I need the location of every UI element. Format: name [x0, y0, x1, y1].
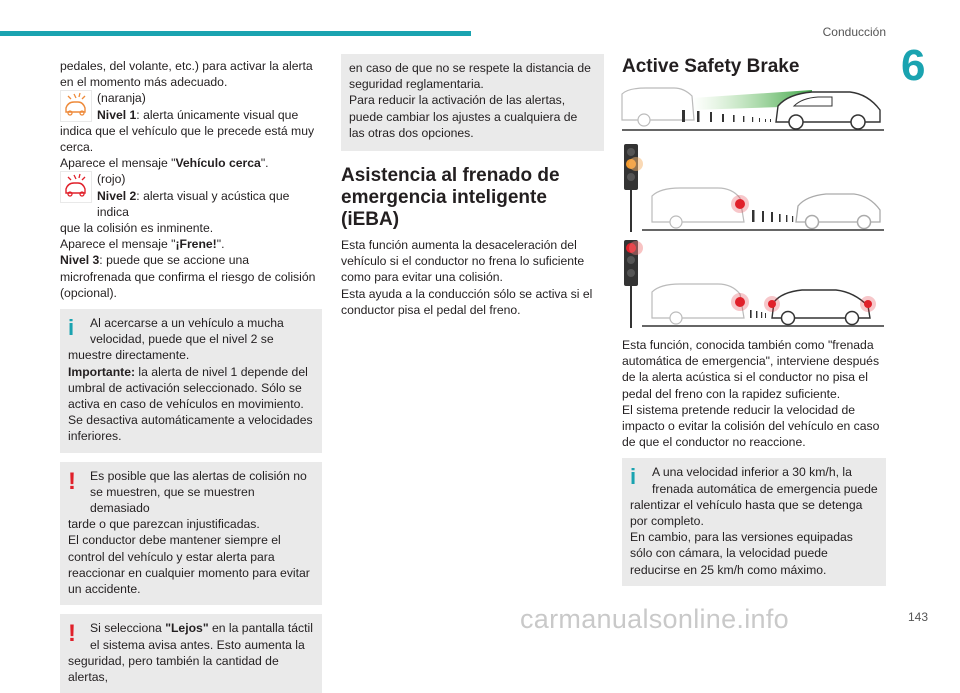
warn1-text-c: El conductor debe mantener siempre el control del vehículo y estar alerta para reaccionar en cualquier momento para evitar un accidente. — [68, 533, 310, 597]
chapter-number: 6 — [901, 41, 926, 90]
middle-column — [341, 54, 604, 318]
info-icon: i — [68, 315, 75, 341]
watermark: carmanualsonline.info — [520, 604, 789, 634]
level1-desc-a: : alerta únicamente visual que — [136, 107, 299, 122]
level1-color: (naranja) — [97, 91, 146, 106]
level2-label: Nivel 2 — [97, 188, 137, 203]
paragraph-intro: pedales, del volante, etc.) para activar la alerta en el momento más adecuado. — [60, 59, 313, 90]
illustration-alert — [622, 144, 884, 234]
box-text-b: Para reducir la activación de las alertas, puede cambiar los ajustes a cualquiera de las otras dos opciones. — [349, 93, 578, 140]
info1-text-d: Se desactiva automáticamente a velocidades inferiores. — [68, 413, 313, 444]
info-right-text-b: ralentizar el vehículo hasta que se detenga por completo. — [630, 497, 863, 529]
warn1-text-a: Es posible que las alertas de colisión no se muestren, que se muestren demasiado — [90, 468, 307, 516]
level3-label: Nivel 3 — [60, 253, 100, 268]
continued-warning-box — [341, 54, 604, 151]
message1 — [60, 155, 322, 171]
illustration-approach — [622, 84, 884, 134]
illustration-braking — [622, 240, 884, 330]
info-box-left — [60, 309, 322, 453]
warn2-text: en la pantalla táctil el sistema avisa antes. Esto aumenta la — [90, 621, 313, 652]
section-heading-ieba: Asistencia al frenado de emergencia inteligente (iEBA) — [341, 165, 560, 231]
level2-desc-a: : alerta visual y acústica que indica — [97, 188, 290, 219]
warn2-text-a — [68, 620, 314, 652]
level1-label: Nivel 1 — [97, 107, 137, 122]
level1-text-block — [97, 90, 298, 122]
message2-bold: ¡Frene! — [175, 237, 217, 252]
info1-text-c: la alerta de nivel 1 depende del umbral de activación seleccionado. Sólo se activa en caso de vehículos en movimiento. — [68, 364, 308, 412]
right-column — [622, 56, 886, 586]
info1-text-b: muestre directamente. — [68, 348, 190, 363]
warn1-text-b: tarde o que parezcan injustificadas. — [68, 517, 260, 532]
warning-box-2 — [60, 614, 322, 693]
asb-paragraph-2: El sistema pretende reducir la velocidad de impacto o evitar la colisión del vehículo en caso de que el conductor no reaccione. — [622, 402, 880, 450]
info1-text-a: Al acercarse a un vehículo a mucha velocidad, puede que el nivel 2 se — [90, 316, 284, 347]
ieba-paragraph-1: Esta función aumenta la desaceleración del vehículo si el conductor no frena lo suficiente como para evitar una colisión. — [341, 238, 585, 285]
level1-line — [60, 90, 322, 122]
level2-desc-b: que la colisión es inminente. — [60, 221, 214, 236]
message1-prefix: Aparece el mensaje " — [60, 156, 176, 171]
info1-important-label: Importante: — [68, 364, 136, 379]
level3-text: : puede que se accione una microfrenada que confirma el riesgo de colisión (opcional). — [60, 253, 316, 300]
level3-desc — [60, 252, 322, 301]
warn2-text-b: seguridad, pero también la cantidad de alertas, — [68, 653, 279, 684]
info-right-text-a: A una velocidad inferior a 30 km/h, la frenada automática de emergencia puede — [652, 465, 878, 496]
warning-box-1 — [60, 462, 322, 606]
asb-paragraph-1: Esta función, conocida también como "frenada automática de emergencia", interviene después de la alerta acústica si el conductor no pisa el pedal del freno con la rapidez suficiente. — [622, 338, 880, 401]
header-accent-bar — [0, 31, 471, 36]
left-column — [60, 58, 322, 693]
chapter-title: Conducción — [822, 25, 886, 39]
message1-suffix: ". — [260, 156, 269, 171]
message1-bold: Vehículo cerca — [175, 156, 261, 171]
message2 — [60, 236, 322, 252]
level2-color: (rojo) — [97, 172, 126, 187]
level2-text-block — [97, 171, 322, 220]
warn2-bold: "Lejos" — [165, 621, 209, 636]
message2-suffix: ". — [216, 237, 225, 252]
info1-important — [68, 364, 314, 413]
warn2-prefix: Si selecciona — [90, 621, 166, 636]
page-number: 143 — [907, 610, 928, 624]
info-box-right — [622, 458, 886, 585]
message2-prefix: Aparece el mensaje " — [60, 237, 176, 252]
warning-icon: ! — [68, 467, 76, 495]
collision-alert-orange-icon — [60, 90, 92, 122]
level1-desc — [97, 107, 298, 123]
info-right-text-c: En cambio, para las versiones equipadas sólo con cámara, la velocidad puede reducirse en 25 km/h como máximo. — [630, 530, 853, 577]
warning-icon: ! — [68, 620, 76, 648]
level1-desc-b: indica que el vehículo que le precede está muy cerca. — [60, 123, 315, 155]
collision-alert-red-icon — [60, 171, 92, 203]
level2-desc — [97, 188, 322, 220]
level2-line — [60, 171, 322, 220]
box-text-a: en caso de que no se respete la distancia de seguridad reglamentaria. — [349, 61, 591, 92]
info-icon: i — [630, 464, 637, 490]
section-heading-asb: Active Safety Brake — [622, 56, 800, 77]
ieba-paragraph-2: Esta ayuda a la conducción sólo se activa si el conductor pisa el pedal del freno. — [341, 286, 593, 317]
